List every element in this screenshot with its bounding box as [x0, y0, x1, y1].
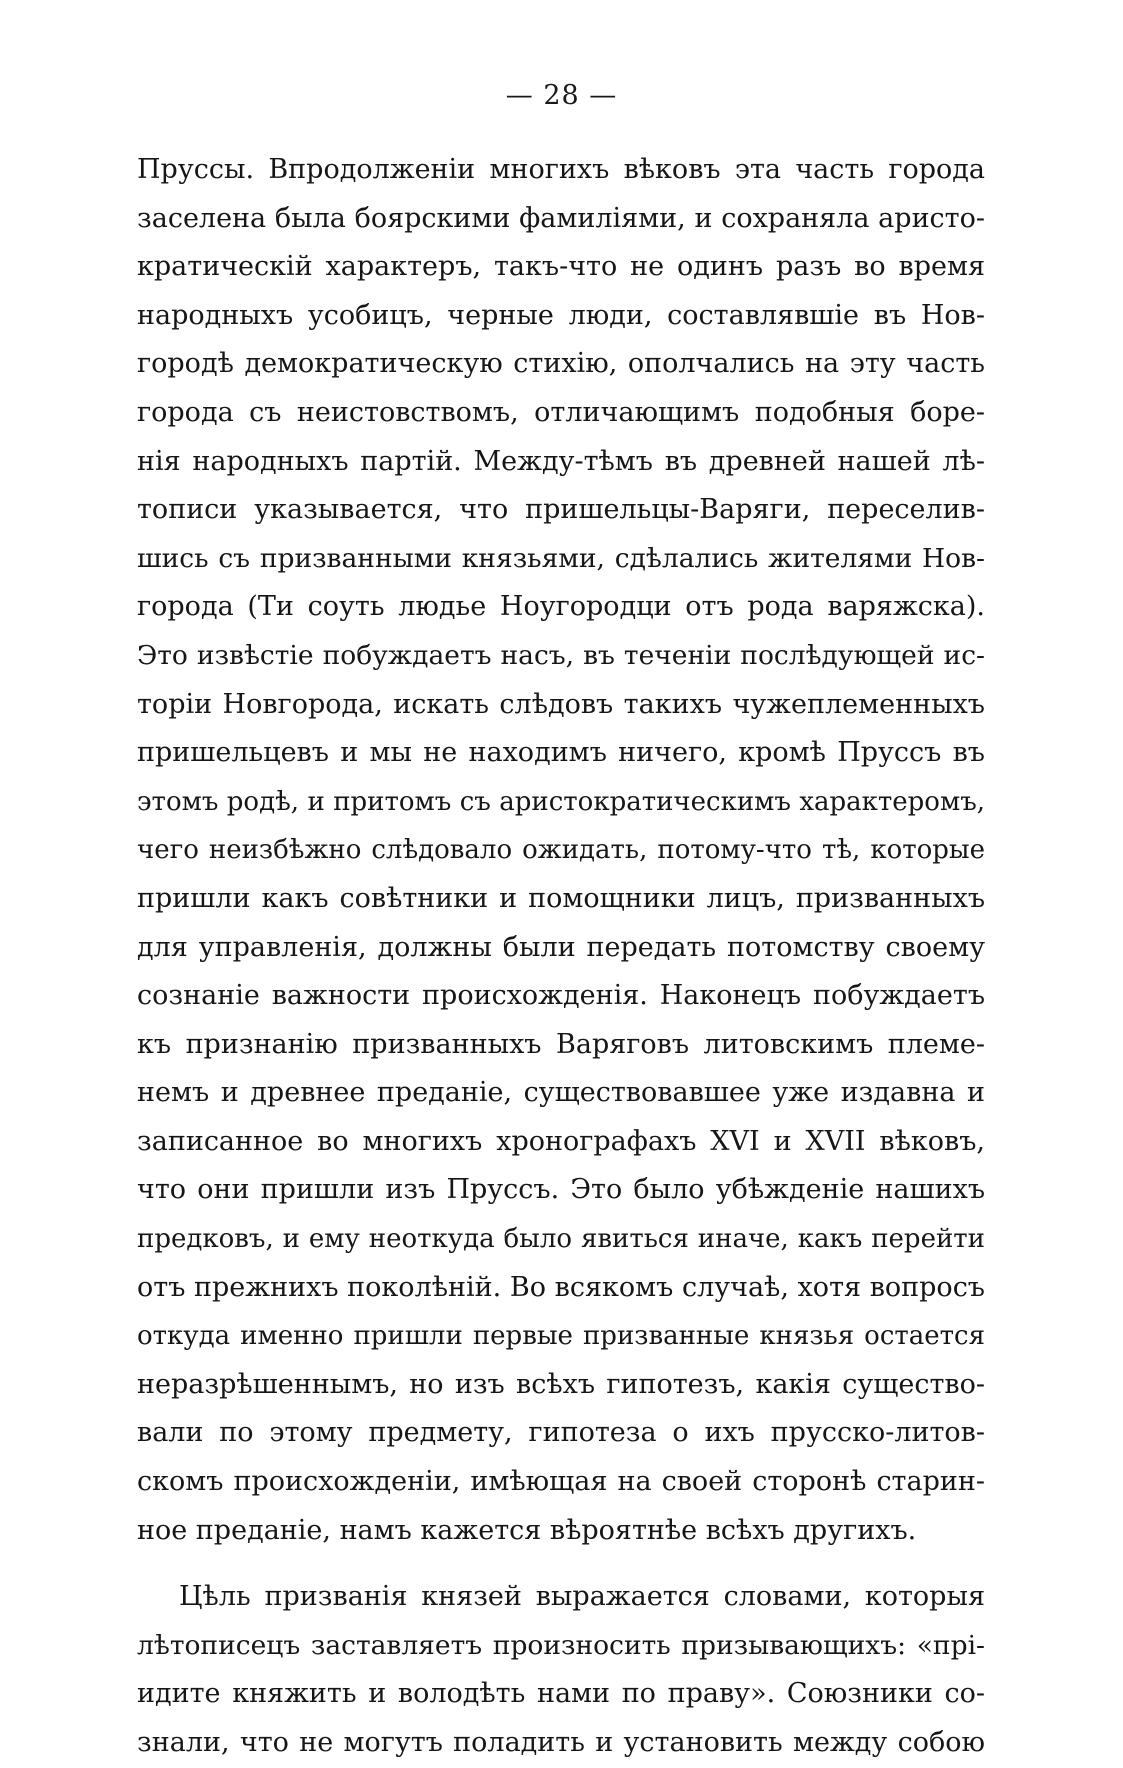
text-line: Цѣль призванія князей выражается словами, которыя: [179, 1581, 985, 1613]
text-line: предковъ, и ему неоткуда было явиться иначе, какъ перейти: [137, 1224, 985, 1255]
page-number: — 28 —: [505, 80, 618, 111]
text-line: скомъ происхожденіи, имѣющая на своей сторонѣ старин-: [137, 1466, 985, 1498]
text-line: откуда именно пришли первые призванные князья остается: [137, 1321, 985, 1352]
text-line: Это извѣстіе побуждаетъ насъ, въ теченіи послѣдующей ис-: [137, 639, 985, 671]
paragraphs-container: [137, 146, 985, 1768]
text-line: лѣтописецъ заставляетъ произносить призывающихъ: «прі-: [137, 1629, 985, 1661]
text-line: города (Ти соуть людье Ноугородци отъ рода варяжска).: [137, 591, 985, 623]
text-line: пришельцевъ и мы не находимъ ничего, кромѣ Пруссъ въ: [137, 737, 985, 769]
text-line: что они пришли изъ Пруссъ. Это было убѣжденіе нашихъ: [137, 1174, 985, 1206]
text-line: народныхъ усобицъ, черные люди, составлявшіе въ Нов-: [137, 299, 985, 331]
text-line: пришли какъ совѣтники и помощники лицъ, призванныхъ: [137, 882, 985, 914]
text-line: этомъ родѣ, и притомъ съ аристократическимъ характеромъ,: [137, 786, 985, 817]
text-line: немъ и древнее преданіе, существовавшее уже издавна и: [137, 1077, 985, 1109]
text-line: заселена была боярскими фамиліями, и сохраняла аристо-: [137, 202, 985, 234]
text-line: отъ прежнихъ поколѣній. Во всякомъ случаѣ, хотя вопросъ: [137, 1271, 985, 1303]
text-line: сознаніе важности происхожденія. Наконецъ побуждаетъ: [137, 980, 985, 1012]
text-line: нія народныхъ партій. Между-тѣмъ въ древней нашей лѣ-: [137, 445, 985, 477]
text-line: къ признанію призванныхъ Варяговъ литовскимъ племе-: [137, 1028, 985, 1060]
paragraph: [137, 1573, 985, 1767]
text-line: кратическій характеръ, такъ-что не одинъ разъ во время: [137, 251, 985, 283]
text-line: чего неизбѣжно слѣдовало ожидать, потому-что тѣ, которые: [137, 835, 985, 866]
paragraph: [137, 146, 985, 1555]
text-line: торіи Новгорода, искать слѣдовъ такихъ чужеплеменныхъ: [137, 688, 985, 720]
text-line: неразрѣшеннымъ, но изъ всѣхъ гипотезъ, какія существо-: [137, 1368, 985, 1400]
text-line: шись съ призванными князьями, сдѣлались жителями Нов-: [137, 542, 985, 574]
text-line: записанное во многихъ хронографахъ XVI и XVII вѣковъ,: [137, 1125, 985, 1157]
text-line: тописи указывается, что пришельцы-Варяги, переселив-: [137, 494, 985, 526]
body-text: [137, 146, 985, 1768]
text-line: идите княжить и володѣть нами по праву». Союзники со-: [137, 1678, 985, 1710]
text-line: для управленія, должны были передать потомству своему: [137, 931, 985, 963]
paragraph-gap: [137, 1555, 985, 1573]
text-line: города съ неистовствомъ, отличающимъ подобныя боре-: [137, 396, 985, 428]
text-line: городѣ демократическую стихію, ополчались на эту часть: [137, 348, 985, 380]
text-line: знали, что не могутъ поладить и установить между собою: [137, 1727, 985, 1758]
text-line: ное преданіе, намъ кажется вѣроятнѣе всѣхъ другихъ.: [137, 1514, 917, 1546]
text-line: вали по этому предмету, гипотеза о ихъ прусско-литов-: [137, 1417, 985, 1449]
text-line: Пруссы. Впродолженіи многихъ вѣковъ эта часть города: [137, 154, 985, 185]
